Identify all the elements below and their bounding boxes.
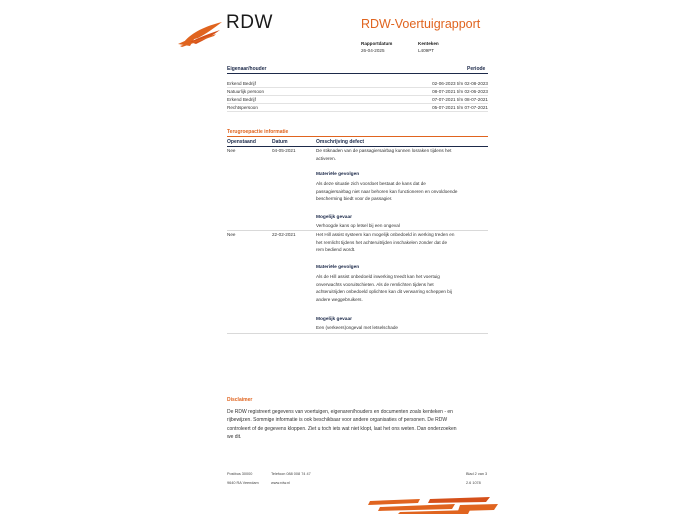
owner-row	[227, 80, 488, 88]
consequences-heading: Materiële gevolgen	[316, 265, 360, 270]
report-date-label: Rapportdatum	[361, 41, 393, 46]
report-title: RDW-Voertuigrapport	[361, 17, 481, 31]
recall-description: Het Hill assist systeem kan mogelijk onbedoeld in werking treden en het remlicht tijdens het achteruitrijden inschakelen zonder dat de rem bediend wordt.	[316, 232, 455, 253]
footer-address: 9640 RA Veendam	[227, 481, 259, 485]
report-date-value: 26-04-2025	[361, 48, 385, 53]
owner-period: 07-07-2021 t/m 08-07-2021	[432, 97, 488, 102]
disclaimer-text: De RDW registreert gegevens van voertuigen, eigenaren/houders en documenten zoals kenteken - en rijbewijzen. Sommige informatie is ook beschikbaar voor andere organisaties of personen. De RDW controleert of de gegevens kloppen. Ziet u toch iets wat niet klopt, laat het ons weten. Dan onderzoeken we dit.	[227, 409, 457, 441]
plate-value: L409PT	[418, 48, 435, 53]
disclaimer-title: Disclaimer	[227, 397, 253, 403]
consequences-heading: Materiële gevolgen	[316, 172, 360, 177]
owners-header-rule	[227, 73, 488, 74]
rdw-logo-icon	[176, 20, 224, 48]
footer-phone: Telefoon 088 008 74 47	[271, 472, 311, 476]
recall-open: Nee	[227, 232, 236, 237]
owner-period: 08-07-2021 t/m 02-06-2023	[432, 89, 488, 94]
danger-heading: Mogelijk gevaar	[316, 215, 352, 220]
owner-row	[227, 88, 488, 96]
decorative-stripes	[360, 495, 500, 514]
owner-column-header: Eigenaar/houder	[227, 66, 267, 72]
recall-danger: Een (verkeers)ongeval met letselschade	[316, 325, 398, 330]
owner-type: Erkend Bedrijf	[227, 81, 256, 86]
owner-period: 05-07-2021 t/m 07-07-2021	[432, 105, 488, 110]
danger-heading: Mogelijk gevaar	[316, 317, 352, 322]
footer-page-number: Blad 2 van 3	[466, 472, 488, 476]
description-column-header: Omschrijving defect	[316, 139, 365, 145]
recall-danger: Verhoogde kans op letsel bij een ongeval	[316, 223, 400, 228]
owner-period: 02-06-2023 t/m 02-08-2023	[432, 81, 488, 86]
owner-type: Rechtspersoon	[227, 105, 258, 110]
recall-section-rule	[227, 136, 488, 137]
footer-code: 2.6 1078	[466, 481, 481, 485]
owner-row	[227, 96, 488, 104]
owner-type: Natuurlijk persoon	[227, 89, 265, 94]
plate-label: Kenteken	[418, 41, 439, 46]
recall-open: Nee	[227, 148, 236, 153]
recall-consequences: Als de Hill assist onbedoeld inwerking treedt kan het voertuig onverwachts vooruitschieten. Als de remlichten tijdens het achteruitrijden onbedoeld oplichten kan dit verwarring scheppen bij andere weggebruikers.	[316, 274, 452, 302]
date-column-header: Datum	[272, 139, 288, 145]
brand-name: RDW	[226, 12, 273, 33]
footer-postbus: Postbus 30000	[227, 472, 253, 476]
owner-type: Erkend Bedrijf	[227, 97, 256, 102]
footer-website[interactable]: www.rdw.nl	[271, 481, 290, 485]
recall-divider	[227, 333, 488, 334]
recall-section-title: Terugroepactie informatie	[227, 129, 289, 135]
owner-row	[227, 104, 488, 112]
recall-description: De stiknaden van de passagiersairbag kunnen losraken tijdens het activeren.	[316, 148, 452, 161]
recall-consequences: Als deze situatie zich voordoet bestaat de kans dat de passagiersairbag niet naar behoren kan functioneren en onvoldoende bescherming biedt voor de passagier.	[316, 181, 458, 202]
period-column-header: Periode	[467, 66, 486, 72]
open-column-header: Openstaand	[227, 139, 256, 145]
recall-date: 04-05-2021	[272, 148, 296, 153]
recall-date: 22-02-2021	[272, 232, 296, 237]
